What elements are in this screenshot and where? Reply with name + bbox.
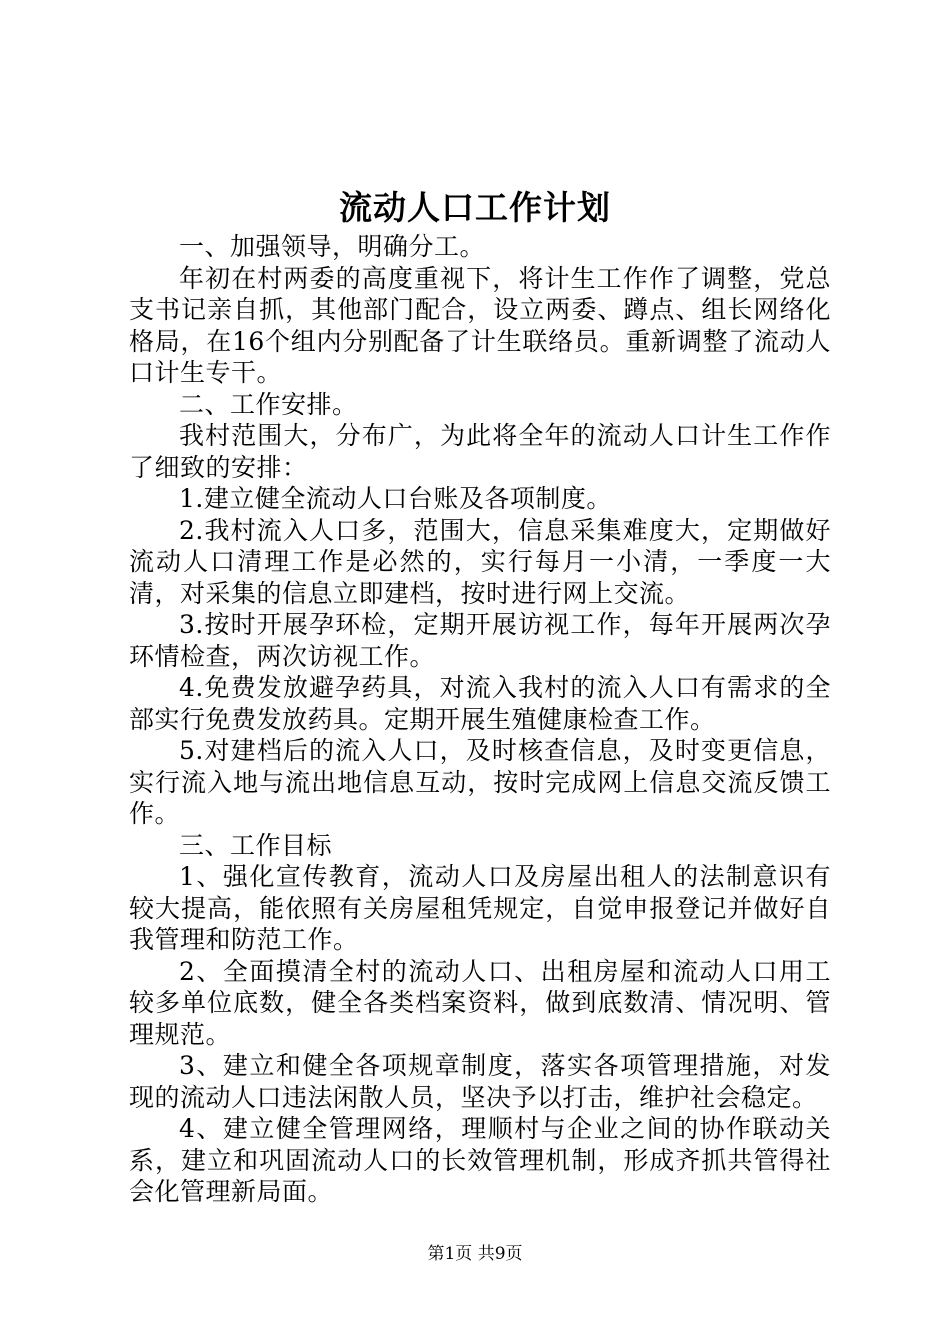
list-item: 5.对建档后的流入人口，及时核查信息，及时变更信息，实行流入地与流出地信息互动，按时完成网上信息交流反馈工作。 — [129, 736, 831, 828]
list-item: 3、建立和健全各项规章制度，落实各项管理措施，对发现的流动人口违法闲散人员，坚决予以打击，维护社会稳定。 — [129, 1051, 831, 1112]
paragraph: 年初在村两委的高度重视下，将计生工作作了调整，党总支书记亲自抓，其他部门配合，设立两委、蹲点、组长网络化格局，在16个组内分别配备了计生联络员。重新调整了流动人口计生专干。 — [129, 263, 831, 387]
list-item: 1、强化宣传教育，流动人口及房屋出租人的法制意识有较大提高，能依照有关房屋租凭规定，自觉申报登记并做好自我管理和防范工作。 — [129, 862, 831, 954]
list-item: 2.我村流入人口多，范围大，信息采集难度大，定期做好流动人口清理工作是必然的，实行每月一小清，一季度一大清，对采集的信息立即建档，按时进行网上交流。 — [129, 515, 831, 608]
document-title: 流动人口工作计划 — [339, 188, 611, 227]
document-body — [129, 231, 831, 1208]
list-item: 4、建立健全管理网络，理顺村与企业之间的协作联动关系，建立和巩固流动人口的长效管理机制，形成齐抓共管得社会化管理新局面。 — [129, 1114, 831, 1206]
list-item: 2、全面摸清全村的流动人口、出租房屋和流动人口用工较多单位底数，健全各类档案资料，做到底数清、情况明、管理规范。 — [129, 956, 831, 1049]
section-heading-3: 三、工作目标 — [179, 830, 333, 860]
section-heading-1: 一、加强领导，明确分工。 — [179, 232, 486, 261]
list-item: 3.按时开展孕环检，定期开展访视工作，每年开展两次孕环情检查，两次访视工作。 — [129, 610, 831, 671]
list-item: 1.建立健全流动人口台账及各项制度。 — [179, 484, 612, 513]
page-footer: 第1页 共9页 — [427, 1244, 523, 1264]
paragraph: 我村范围大，分布广，为此将全年的流动人口计生工作作了细致的安排： — [129, 421, 831, 482]
section-heading-2: 二、工作安排。 — [179, 389, 358, 419]
list-item: 4.免费发放避孕药具，对流入我村的流入人口有需求的全部实行免费发放药具。定期开展生殖健康检查工作。 — [129, 673, 831, 734]
